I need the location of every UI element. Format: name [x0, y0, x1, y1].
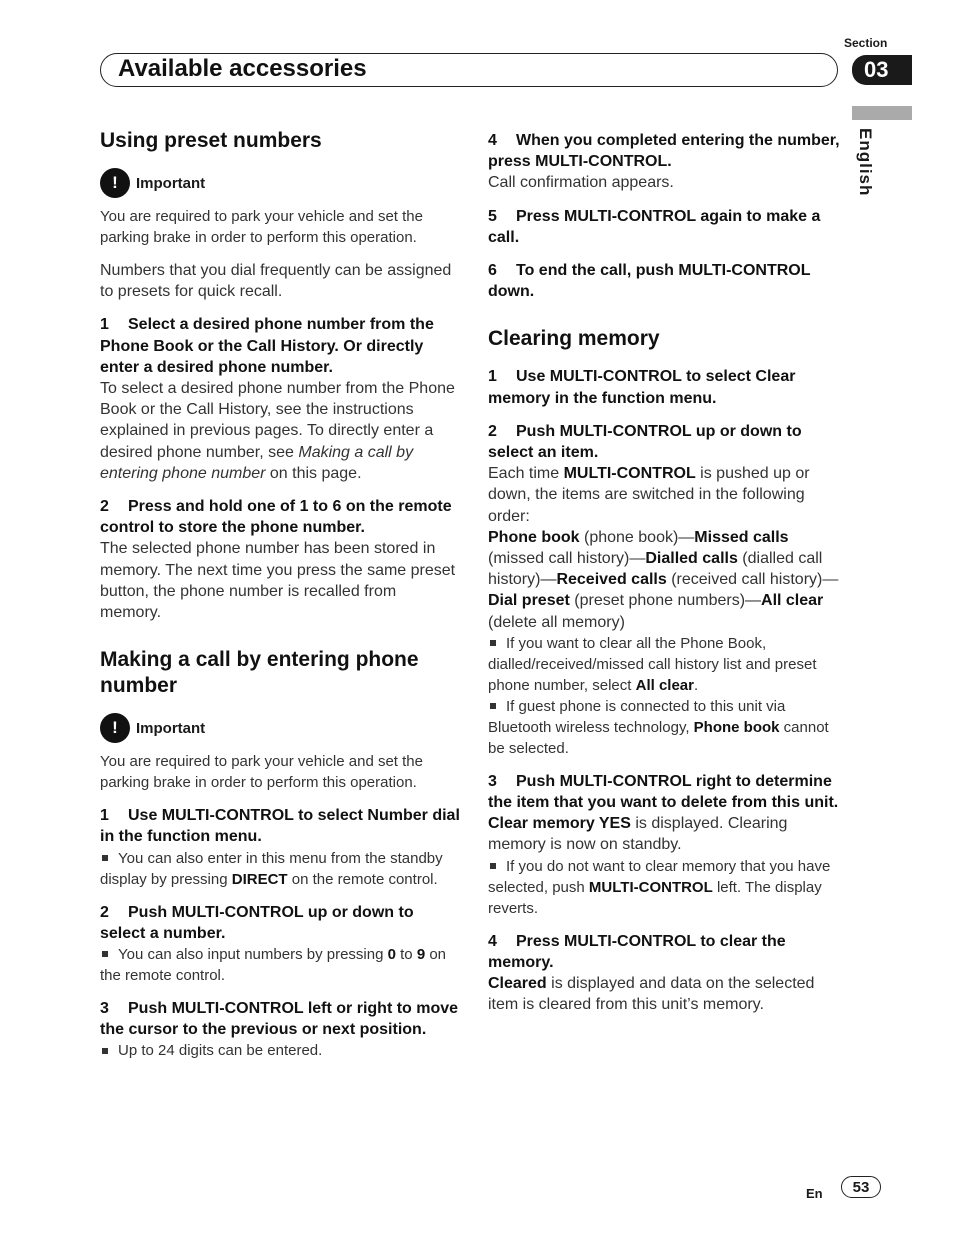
section-heading-preset: Using preset numbers	[100, 129, 322, 152]
step-4-body: Cleared is displayed and data on the selected item is cleared from this unit’s memory.	[488, 975, 815, 1014]
important-label: Important	[136, 719, 206, 737]
bullet-note: If you do not want to clear memory that you have selected, push MULTI-CONTROL left. The display reverts.	[488, 857, 831, 917]
important-icon: !	[100, 713, 130, 743]
step-1-body: To select a desired phone number from the Phone Book or the Call History, see the instructions explained in previous pages. To directly enter a desired phone number, see Making a call by entering phone number on this page.	[100, 380, 455, 482]
right-column	[488, 130, 844, 1015]
step-3-title: 3 Push MULTI-CONTROL right to determine the item that you want to delete from this unit.	[488, 772, 839, 812]
language-tab-bar	[852, 106, 912, 120]
menu-item-name: Dial preset	[488, 592, 570, 610]
page-number: 53	[841, 1176, 881, 1198]
menu-item-name: All clear	[761, 592, 824, 610]
section-heading-making: Making a call by entering phone number	[100, 648, 419, 698]
bullet-square-icon	[490, 640, 496, 646]
section-heading-clearing: Clearing memory	[488, 327, 660, 351]
menu-item-name: Missed calls	[694, 528, 789, 546]
step-1-title: 1 Use MULTI-CONTROL to select Number dial in the function menu.	[100, 807, 460, 846]
bullet-square-icon	[102, 951, 108, 957]
bullet-note: If guest phone is connected to this unit via Bluetooth wireless technology, Phone book cannot be selected.	[488, 697, 829, 757]
step-3-title: 3 Push MULTI-CONTROL left or right to move the cursor to the previous or next position.	[100, 1000, 459, 1039]
menu-item-name: Phone book	[488, 528, 580, 546]
important-icon: !	[100, 168, 130, 198]
menu-item-name: Dialled calls	[645, 550, 738, 568]
bullet-square-icon	[490, 863, 496, 869]
step-5-title: 5 Press MULTI-CONTROL again to make a call.	[488, 207, 821, 246]
step-2-title: 2 Press and hold one of 1 to 6 on the remote control to store the phone number.	[100, 498, 452, 537]
section-label: Section	[844, 36, 888, 50]
step-3-body: Clear memory YES is displayed. Clearing memory is now on standby.	[488, 815, 788, 854]
left-column	[100, 128, 460, 1061]
step-2-body: Each time MULTI-CONTROL is pushed up or down, the items are switched in the following order:	[488, 465, 810, 525]
footer-language: En	[806, 1186, 823, 1201]
bullet-note: Up to 24 digits can be entered.	[100, 1040, 460, 1061]
step-1-title: 1 Use MULTI-CONTROL to select Clear memory in the function menu.	[488, 368, 796, 407]
bullet-square-icon	[102, 1048, 108, 1054]
important-label: Important	[136, 174, 206, 192]
menu-item-name: Received calls	[556, 571, 667, 589]
bullet-square-icon	[102, 855, 108, 861]
important-text: You are required to park your vehicle and set the parking brake in order to perform this operation.	[100, 753, 423, 792]
step-2-body: The selected phone number has been stored in memory. The next time you press the same preset button, the phone number is recalled from memory.	[100, 540, 456, 622]
page-title: Available accessories	[118, 55, 367, 82]
step-4-body: Call confirmation appears.	[488, 174, 674, 192]
bullet-square-icon	[490, 703, 496, 709]
important-text: You are required to park your vehicle and set the parking brake in order to perform this operation.	[100, 208, 423, 246]
section-number-badge: 03	[852, 55, 912, 85]
important-notice	[100, 168, 460, 198]
step-6-title: 6 To end the call, push MULTI-CONTROL down.	[488, 262, 811, 301]
bullet-note: If you want to clear all the Phone Book, dialled/received/missed call history list and preset phone number, select All clear.	[488, 634, 817, 694]
intro-text: Numbers that you dial frequently can be assigned to presets for quick recall.	[100, 262, 452, 301]
menu-item-sequence: Phone book (phone book)—Missed calls (missed call history)—Dialled calls (dialled call history)—Received calls (received call history)—Dial preset (preset phone numbers)—All clear (delete all memory)	[488, 528, 839, 631]
language-label: English	[856, 128, 875, 197]
step-2-title: 2 Push MULTI-CONTROL up or down to select a number.	[100, 903, 414, 942]
bullet-note: You can also enter in this menu from the standby display by pressing DIRECT on the remote control.	[100, 849, 443, 888]
important-notice	[100, 713, 460, 743]
cross-reference-link: Making a call by entering phone number	[100, 443, 414, 482]
step-2-title: 2 Push MULTI-CONTROL up or down to select an item.	[488, 422, 802, 462]
step-4-title: 4 Press MULTI-CONTROL to clear the memory.	[488, 932, 786, 971]
bullet-note: You can also input numbers by pressing 0 to 9 on the remote control.	[100, 946, 447, 985]
step-1-title: 1 Select a desired phone number from the Phone Book or the Call History. Or directly enter a desired phone number.	[100, 316, 434, 376]
step-4-title: 4 When you completed entering the number, press MULTI-CONTROL.	[488, 132, 840, 171]
